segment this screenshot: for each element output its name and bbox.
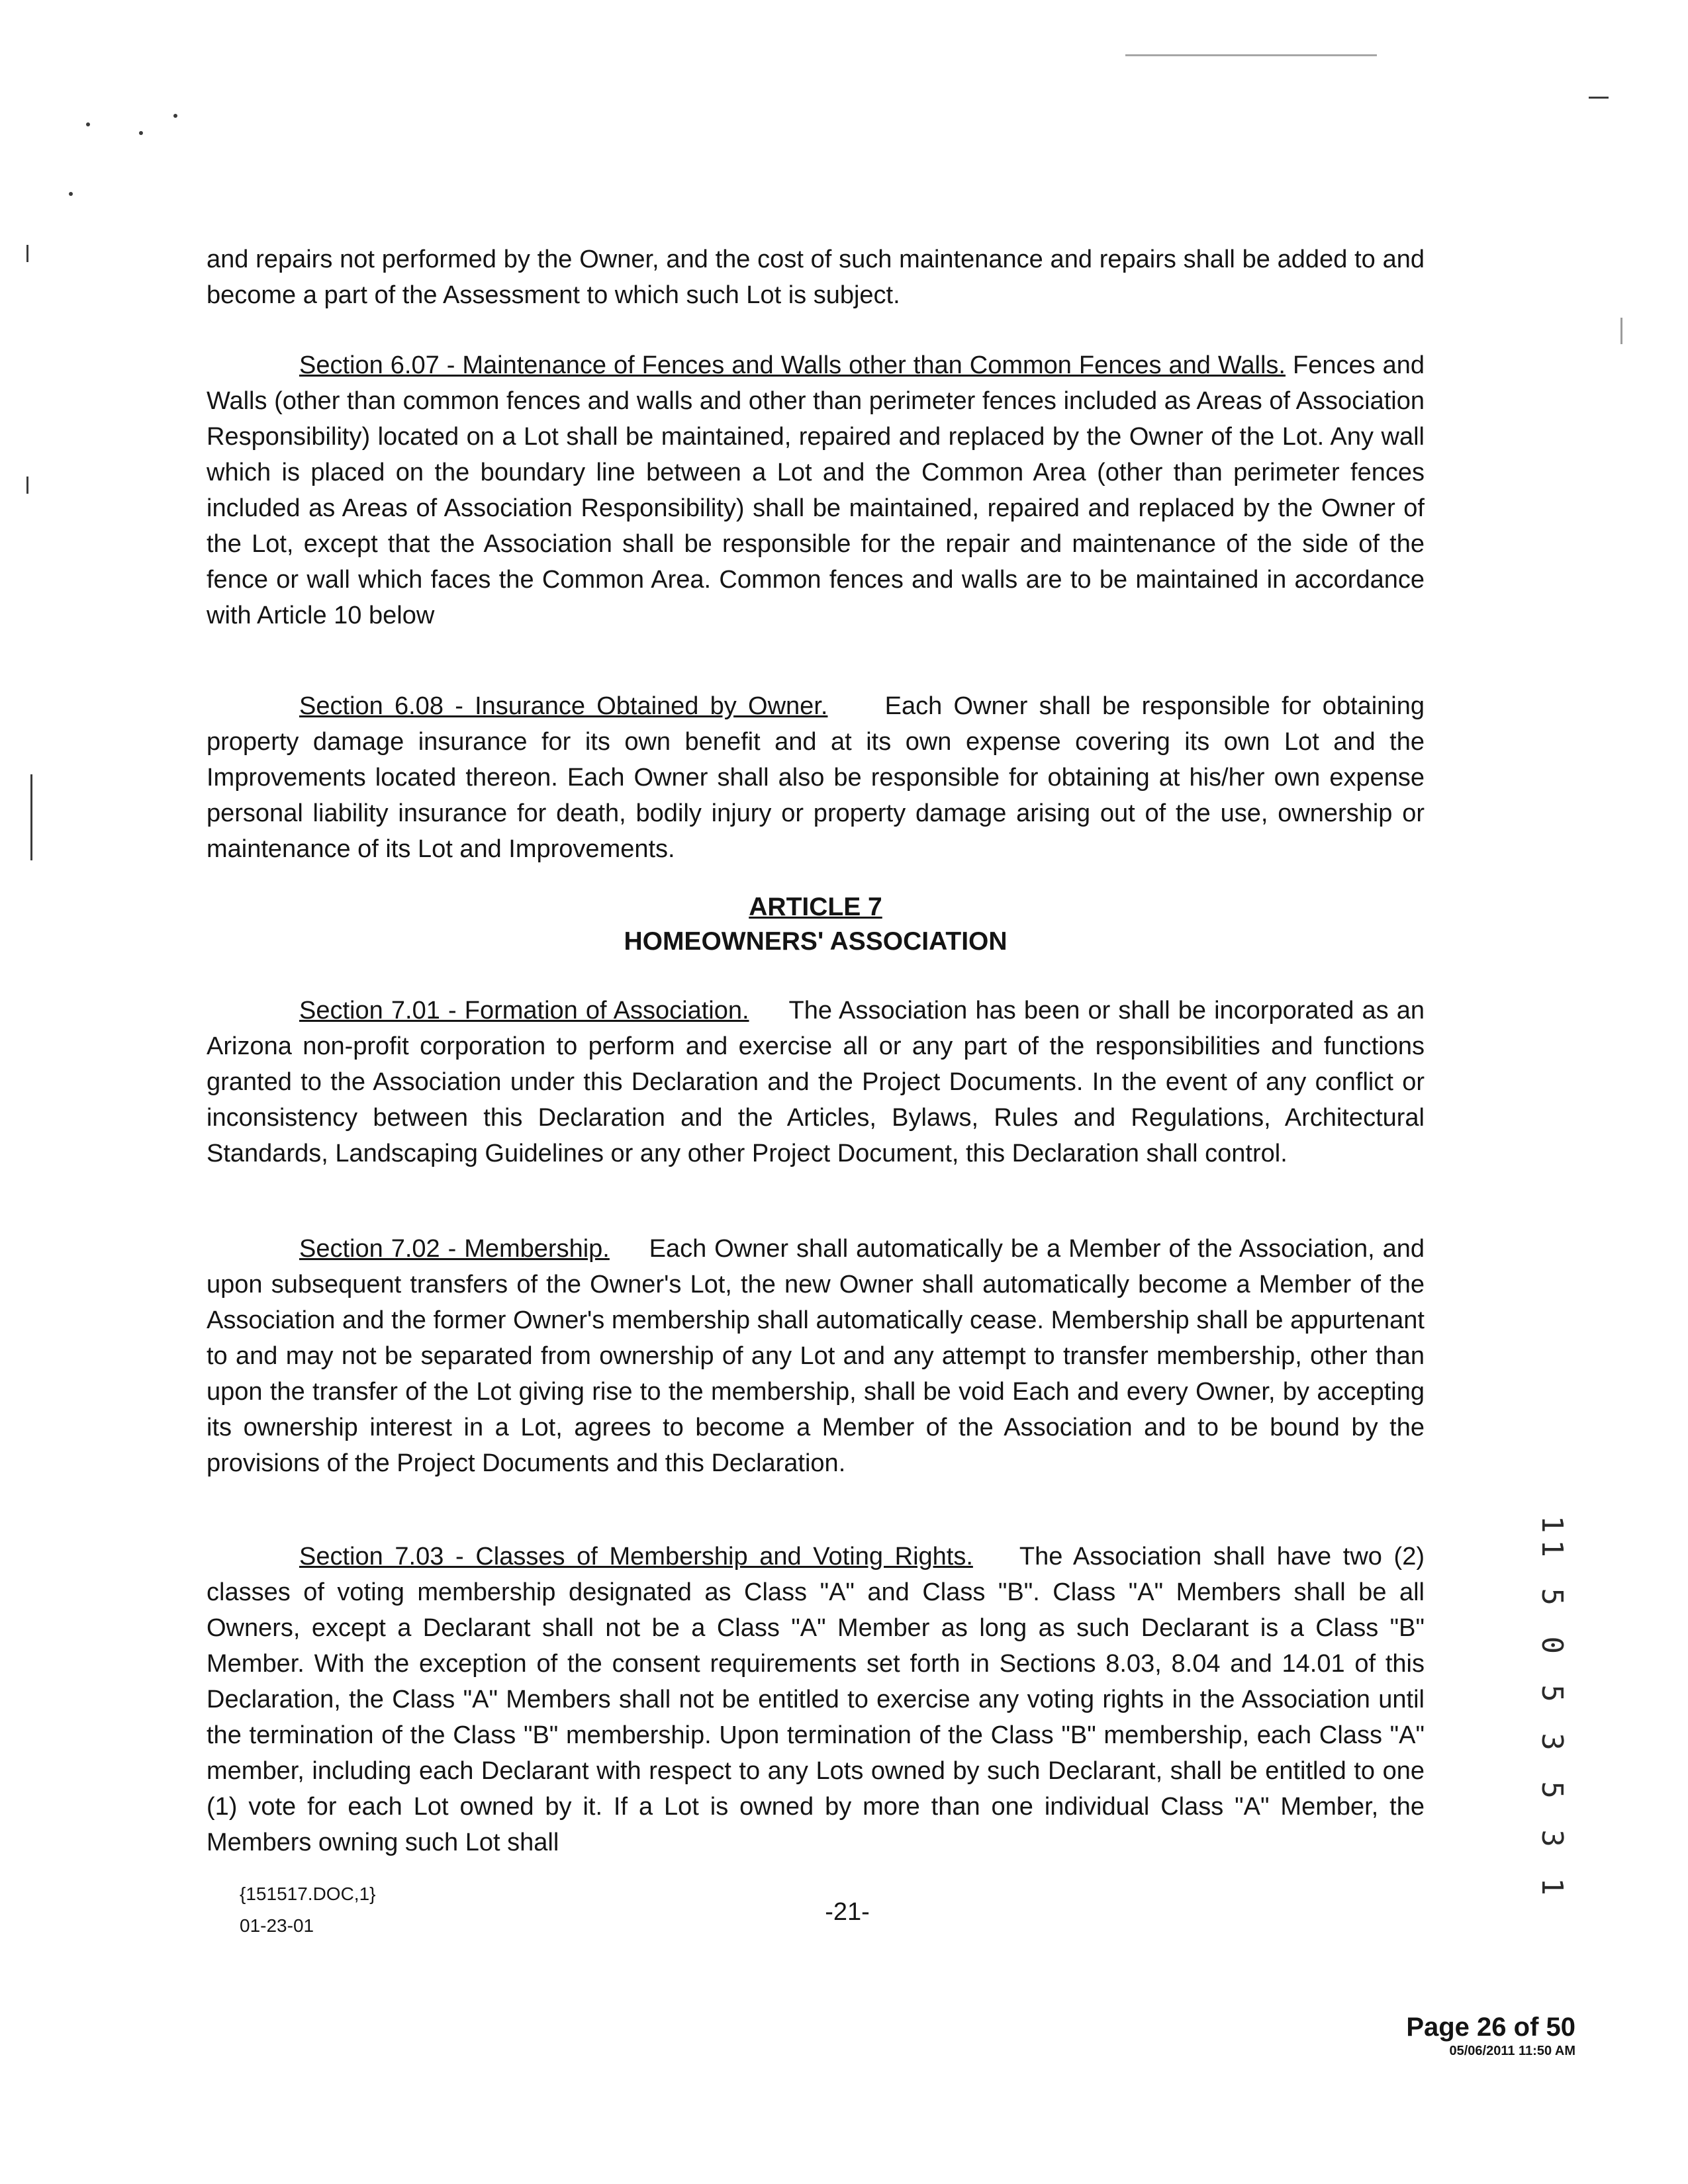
- doc-id: {151517.DOC,1}: [240, 1884, 376, 1904]
- scan-artifact: [26, 245, 28, 262]
- doc-date: 01-23-01: [240, 1915, 314, 1936]
- scan-artifact: [139, 131, 143, 135]
- page-label: Page 26 of 50: [1406, 2013, 1575, 2042]
- section-body: Each Owner shall be responsible for obtaining property damage insurance for its own benefit and at its own expense covering its own Lot and the Improvements located thereon. Each Owner shall also be responsible for obtaining at his/her own expense personal liability insurance for death, bodily injury or property damage arising out of the use, ownership or maintenance of its Lot and Improvements.: [207, 692, 1425, 863]
- section-body: Each Owner shall automatically be a Member of the Association, and upon subsequent transfers of the Owner's Lot, the new Owner shall automatically become a Member of the Association and the former Owner's membership shall automatically cease. Membership shall be appurtenant to and may not be separated from ownership of any Lot and any attempt to transfer membership, other than upon the transfer of the Lot giving rise to the membership, shall be void Each and every Owner, by accepting its ownership interest in a Lot, agrees to become a Member of the Association and to be bound by the provisions of the Project Documents and this Declaration.: [207, 1235, 1425, 1477]
- scan-artifact: [1620, 318, 1622, 344]
- stamp-timestamp: 05/06/2011 11:50 AM: [1449, 2044, 1575, 2058]
- section-7-01: [207, 993, 1425, 1171]
- recording-number: 11 5 0 5 3 5 3 1: [1535, 1516, 1569, 1902]
- scan-artifact: [1589, 97, 1609, 99]
- section-heading: Section 6.07 - Maintenance of Fences and Walls other than Common Fences and Walls.: [299, 351, 1286, 379]
- scan-artifact: [26, 477, 28, 494]
- article-number: ARTICLE 7: [749, 893, 882, 921]
- section-body: The Association shall have two (2) classes of voting membership designated as Class "A" and Class "B". Class "A" Members shall be all Owners, except a Declarant shall not be a Class "A" Member as long as such Declarant is a Class "B" Member. With the exception of the consent requirements set forth in Sections 8.03, 8.04 and 14.01 of this Declaration, the Class "A" Members shall not be entitled to exercise any voting rights in the Association until the termination of the Class "B" membership. Upon termination of the Class "B" membership, each Class "A" member, including each Declarant with respect to any Lots owned by such Declarant, shall be entitled to one (1) vote for each Lot owned by it. If a Lot is owned by more than one individual Class "A" Member, the Members owning such Lot shall: [207, 1543, 1425, 1856]
- section-6-07: [207, 347, 1425, 633]
- scan-artifact: [69, 192, 73, 196]
- scan-artifact: [173, 114, 177, 118]
- section-body: Fences and Walls (other than common fences and walls and other than perimeter fences included as Areas of Association Responsibility) located on a Lot shall be maintained, repaired and replaced by the Owner of the Lot. Any wall which is placed on the boundary line between a Lot and the Common Area (other than perimeter fences included as Areas of Association Responsibility) shall be maintained, repaired and replaced by the Owner of the Lot, except that the Association shall be responsible for the repair and maintenance of the side of the fence or wall which faces the Common Area. Common fences and walls are to be maintained in accordance with Article 10 below: [207, 351, 1425, 629]
- section-heading: Section 7.03 - Classes of Membership and Voting Rights.: [299, 1543, 973, 1570]
- footer-doc-info: [240, 1878, 376, 1942]
- section-heading: Section 7.02 - Membership.: [299, 1235, 610, 1263]
- paragraph-text: and repairs not performed by the Owner, and the cost of such maintenance and repairs shall be added to and become a part of the Assessment to which such Lot is subject.: [207, 246, 1425, 309]
- article-heading: [207, 890, 1425, 959]
- scan-artifact: [1125, 54, 1377, 56]
- footer-page-number: -21-: [825, 1898, 870, 1926]
- recorder-page-stamp: [1406, 2012, 1575, 2060]
- article-title: HOMEOWNERS' ASSOCIATION: [624, 927, 1008, 956]
- section-heading: Section 6.08 - Insurance Obtained by Owner.: [299, 692, 828, 720]
- section-7-03: [207, 1539, 1425, 1860]
- section-heading: Section 7.01 - Formation of Association.: [299, 997, 749, 1024]
- section-7-02: [207, 1231, 1425, 1481]
- section-6-08: [207, 688, 1425, 867]
- section-body: The Association has been or shall be incorporated as an Arizona non-profit corporation to perform and exercise all or any part of the responsibilities and functions granted to the Association under this Declaration and the Project Documents. In the event of any conflict or inconsistency between this Declaration and the Articles, Bylaws, Rules and Regulations, Architectural Standards, Landscaping Guidelines or any other Project Document, this Declaration shall control.: [207, 997, 1425, 1167]
- scan-artifact: [30, 774, 32, 860]
- paragraph-continuation: [207, 242, 1425, 313]
- scan-artifact: [86, 122, 90, 126]
